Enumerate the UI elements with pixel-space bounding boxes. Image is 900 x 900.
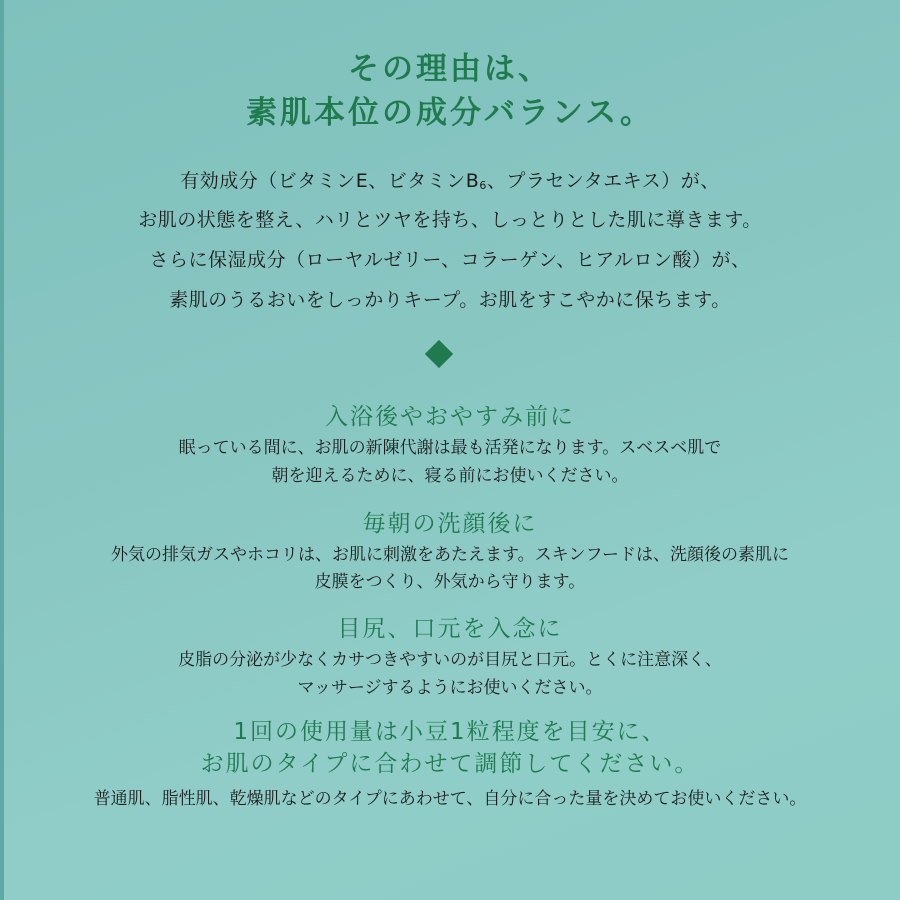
main-heading-line2: 素肌本位の成分バランス。 [246,95,654,131]
section-title-bath: 入浴後やおやすみ前に [325,404,575,430]
section-eyes-mouth-line-1: 皮脂の分泌が少なくカサつきやすいのが目尻と口元。とくに注意深く、 [178,650,722,670]
section-morning-line-2: 皮膜をつくり、外気から守ります。 [314,572,586,592]
intro-line-1a: 有効成分（ビタミンE、ビタミンB [180,170,480,192]
section-amount-line-1: 普通肌、脂性肌、乾燥肌などのタイプにあわせて、自分に合った量を決めてお使いください。 [93,789,807,809]
diamond-divider-icon [425,340,453,368]
intro-line-2: お肌の状態を整え、ハリとツヤを持ち、しっとりとした肌に導きます。 [138,209,762,231]
section-title-amount-line1: 1回の使用量は小豆1粒程度を目安に、 [233,719,667,745]
section-bath-line-1: 眠っている間に、お肌の新陳代謝は最も活発になります。スベスベ肌で [178,438,722,458]
intro-line-1 [0,166,900,193]
section-title-eyes-mouth: 目尻、口元を入念に [337,616,563,642]
section-bath-line-2: 朝を迎えるために、寝る前にお使いください。 [271,466,629,486]
main-heading-line1: その理由は、 [348,51,552,87]
section-title-amount-line2: お肌のタイプに合わせて調節してください。 [200,751,700,777]
vitamin-b-subscript: 6 [479,179,487,192]
intro-line-4: 素肌のうるおいをしっかりキープ。お肌をすこやかに保ちます。 [169,289,731,311]
intro-line-1b: 、プラセンタエキス）が、 [486,170,720,192]
intro-line-3: さらに保湿成分（ローヤルゼリー、コラーゲン、ヒアルロン酸）が、 [149,249,751,271]
section-title-morning: 毎朝の洗顔後に [362,511,538,537]
section-morning-line-1: 外気の排気ガスやホコリは、お肌に刺激をあたえます。スキンフードは、洗顔後の素肌に [111,545,789,565]
section-eyes-mouth-line-2: マッサージするようにお使いください。 [297,678,603,698]
